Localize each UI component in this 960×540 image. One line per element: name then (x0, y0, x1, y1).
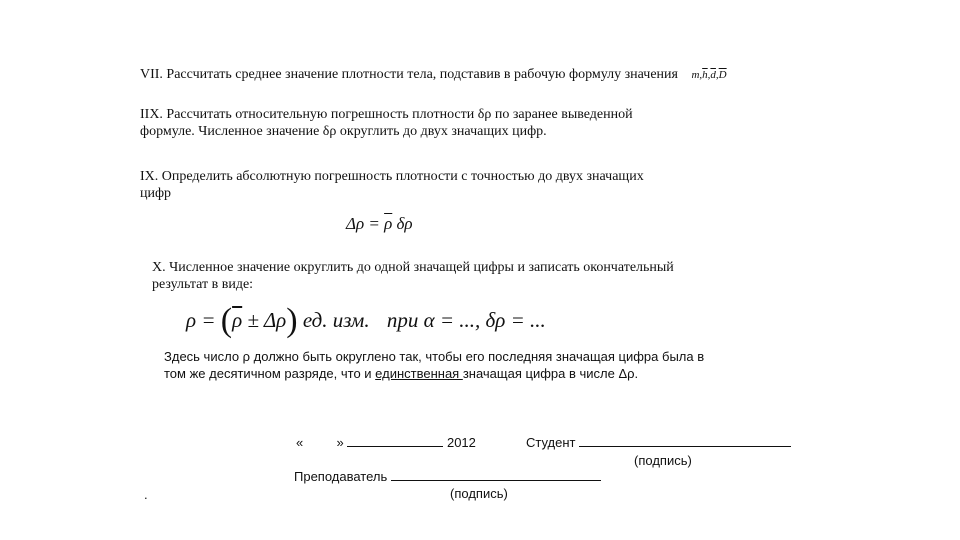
note-line2: том же десятичном разряде, что и единственная значащая цифра в числе Δρ. (164, 366, 639, 381)
section-iix-line2: формуле. Численное значение δρ округлить до двух значащих цифр. (140, 124, 547, 139)
student-label: Студент (526, 435, 576, 450)
section-iix (140, 106, 633, 140)
formula-final-result: $\rho = (\overline{\rho} \pm \Delta\rho)$ ед. изм. при α = ..., δρ = ... (186, 302, 546, 339)
formula-abs-error: $\Delta\rho = \overline{\rho}$ δρ (346, 214, 413, 233)
section-iix-line1: IIX. Рассчитать относительную погрешность плотности δρ по заранее выведенной (140, 107, 633, 122)
section-x-line1: X. Численное значение округлить до одной значащей цифры и записать окончательный (152, 260, 674, 275)
teacher-field (294, 468, 601, 485)
section-vii-vars: $m,\overline{h},\overline{d},\overline{D}$ (691, 69, 727, 81)
section-ix-line1: IX. Определить абсолютную погрешность плотности с точностью до двух значащих (140, 169, 644, 184)
section-vii (140, 66, 727, 84)
student-field (526, 434, 791, 451)
section-x (152, 259, 674, 293)
stray-dot: . (144, 487, 148, 502)
date-field: « » 2012 (296, 435, 476, 450)
student-signature-hint: (подпись) (634, 453, 692, 468)
section-vii-text: VII. Рассчитать среднее значение плотности тела, подставив в рабочую формулу значения (140, 67, 678, 82)
year: 2012 (446, 435, 476, 450)
section-x-line2: результат в виде: (152, 277, 254, 292)
month-blank[interactable] (347, 446, 443, 447)
note-line1: Здесь число ρ должно быть округлено так, чтобы его последняя значащая цифра была в (164, 349, 705, 364)
teacher-signature-blank[interactable] (391, 480, 601, 481)
teacher-label: Преподаватель (294, 469, 388, 484)
section-ix (140, 168, 644, 202)
rounding-note (164, 348, 704, 382)
student-signature-blank[interactable] (579, 446, 791, 447)
section-ix-line2: цифр (140, 186, 172, 201)
teacher-signature-hint: (подпись) (450, 486, 508, 501)
